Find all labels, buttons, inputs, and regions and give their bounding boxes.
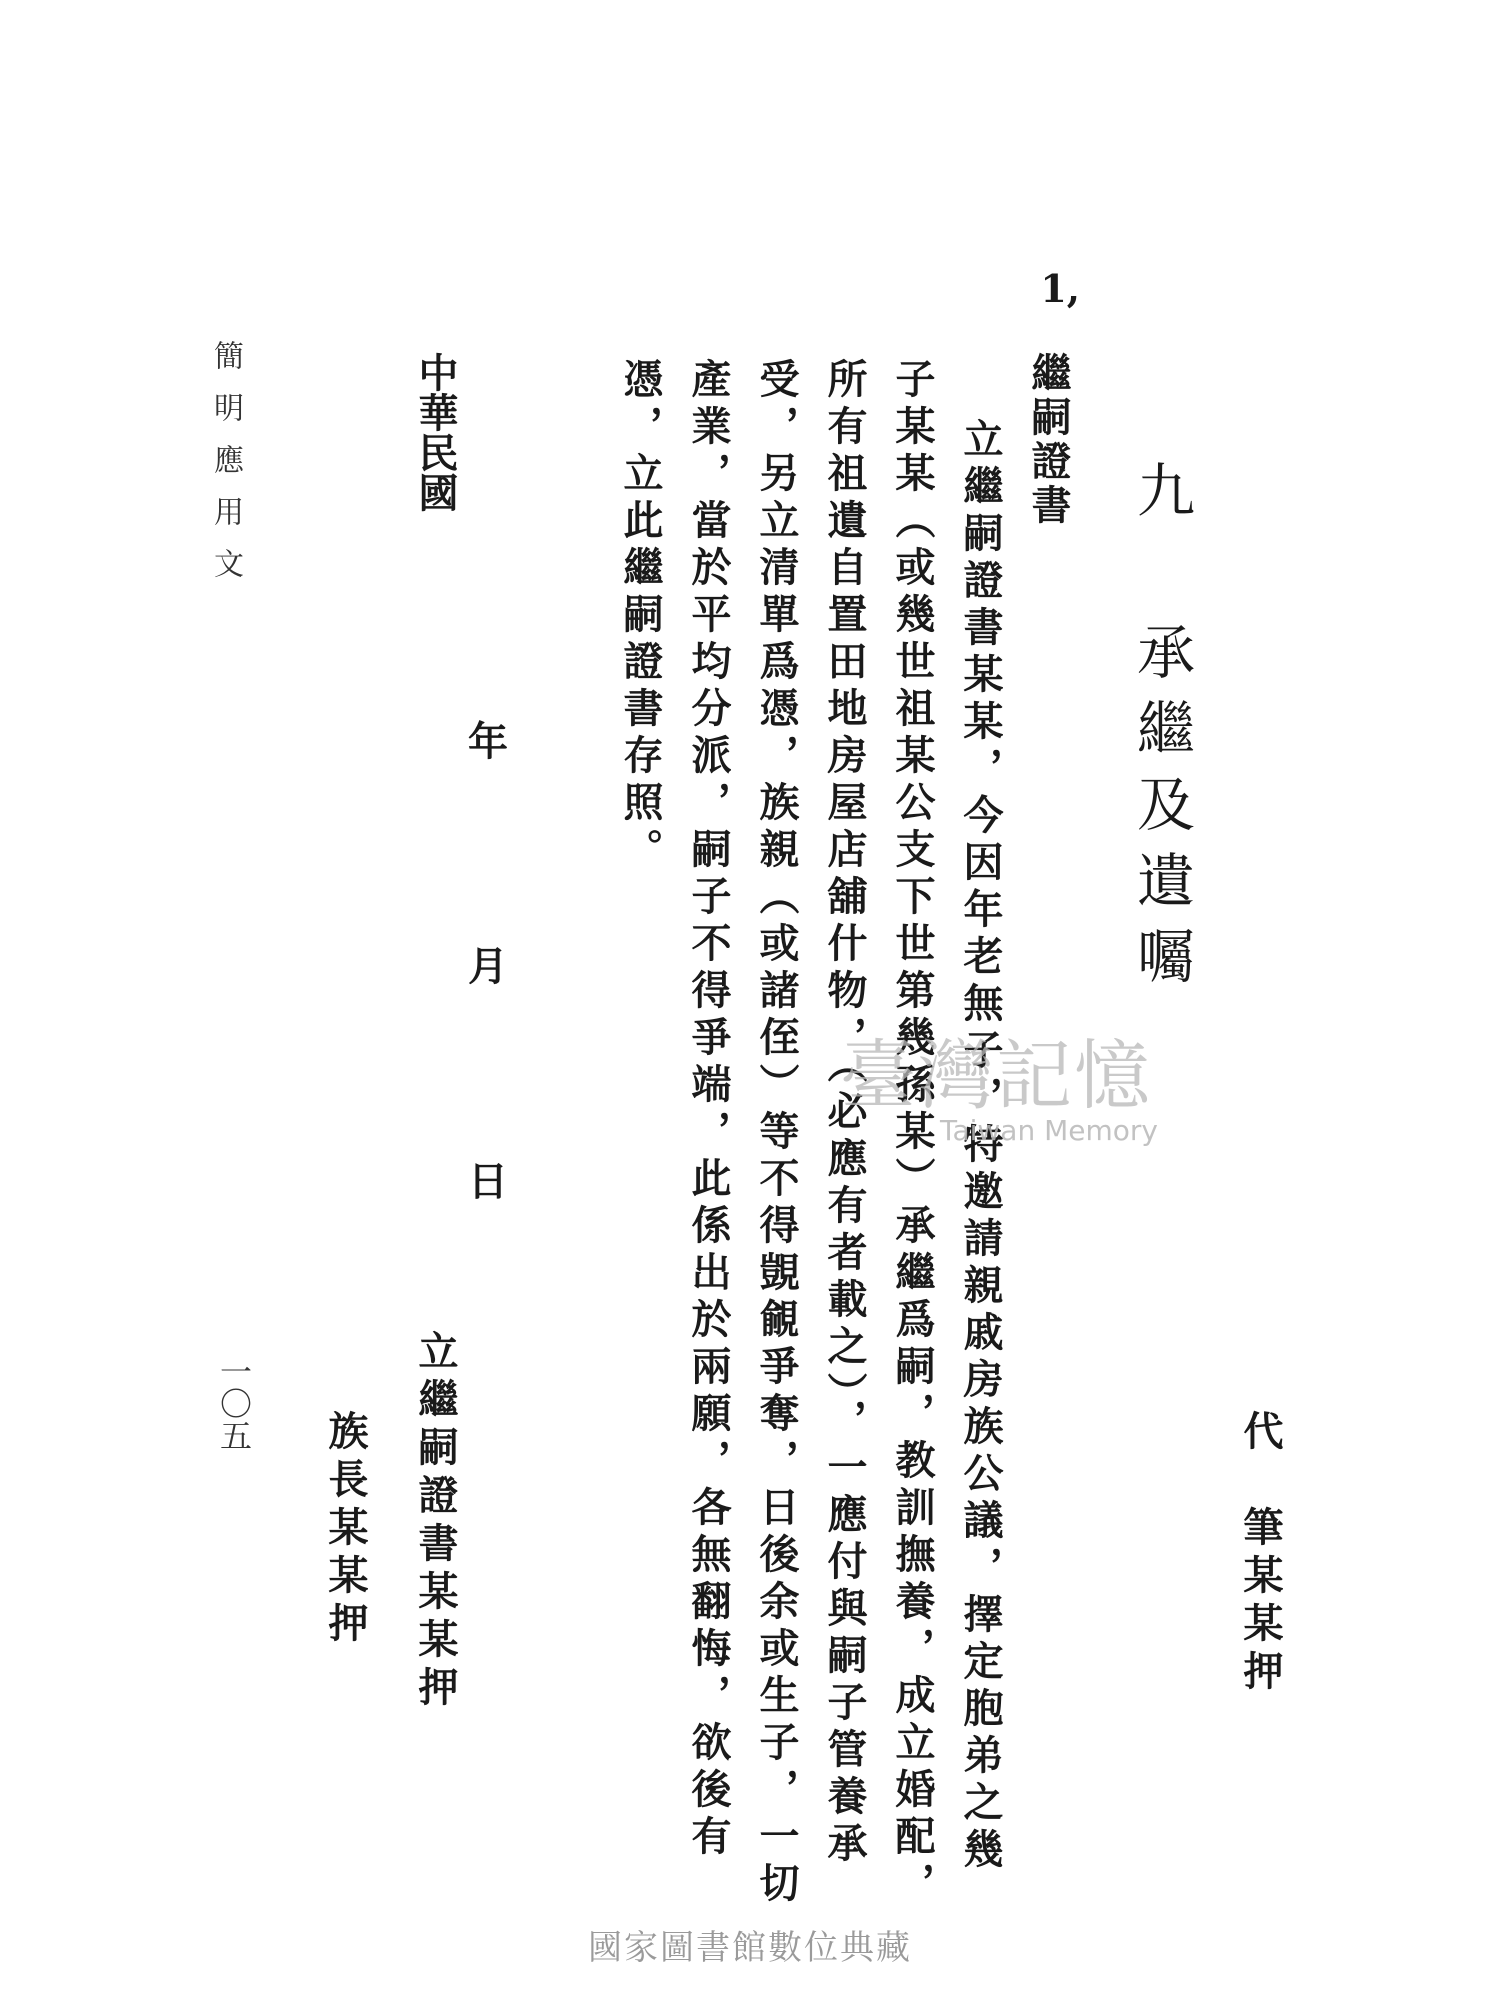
running-head: 簡明應用文 [208, 340, 243, 600]
footer-credit: 國家圖書館數位典藏 [588, 1928, 912, 1968]
body-column-2: 子某某（或幾世祖某公支下世第幾孫某）承繼爲嗣，教訓撫養，成立婚配， [889, 358, 936, 1909]
date-year: 年 [468, 718, 508, 765]
issuer-signature: 立繼嗣證書某某押 [412, 1330, 459, 1714]
section-heading: 繼嗣證書 [1025, 352, 1072, 528]
body-column-5: 產業，當於平均分派，嗣子不得爭端，此係出於兩願，各無翻悔，欲後有 [685, 358, 732, 1862]
date-era: 中華民國 [412, 352, 459, 512]
clan-head-signature: 族長某某押 [322, 1410, 369, 1650]
date-day: 日 [468, 1158, 508, 1205]
body-column-4: 受，另立清單爲憑，族親（或諸侄）等不得覬覦爭奪，日後余或生子，一切 [753, 358, 800, 1909]
date-month: 月 [468, 943, 508, 990]
body-column-1: 立繼嗣證書某某，今因年老無子，特邀請親戚房族公議，擇定胞弟之幾 [957, 418, 1004, 1875]
chapter-title: 九 承繼及遺囑 [1127, 460, 1195, 1002]
scribe-signature: 代 筆某某押 [1237, 1410, 1284, 1698]
body-column-3: 所有祖遺自置田地房屋店舖什物，（必應有者載之），一應付與嗣子管養承 [821, 358, 868, 1869]
page-number: 一〇五 [215, 1355, 253, 1451]
section-number: 1, [1040, 266, 1080, 311]
body-column-6: 憑，立此繼嗣證書存照。 [617, 358, 664, 875]
watermark-english: Taiwan Memory [940, 1114, 1158, 1147]
watermark-chinese: 臺灣記憶 [840, 1031, 1152, 1120]
